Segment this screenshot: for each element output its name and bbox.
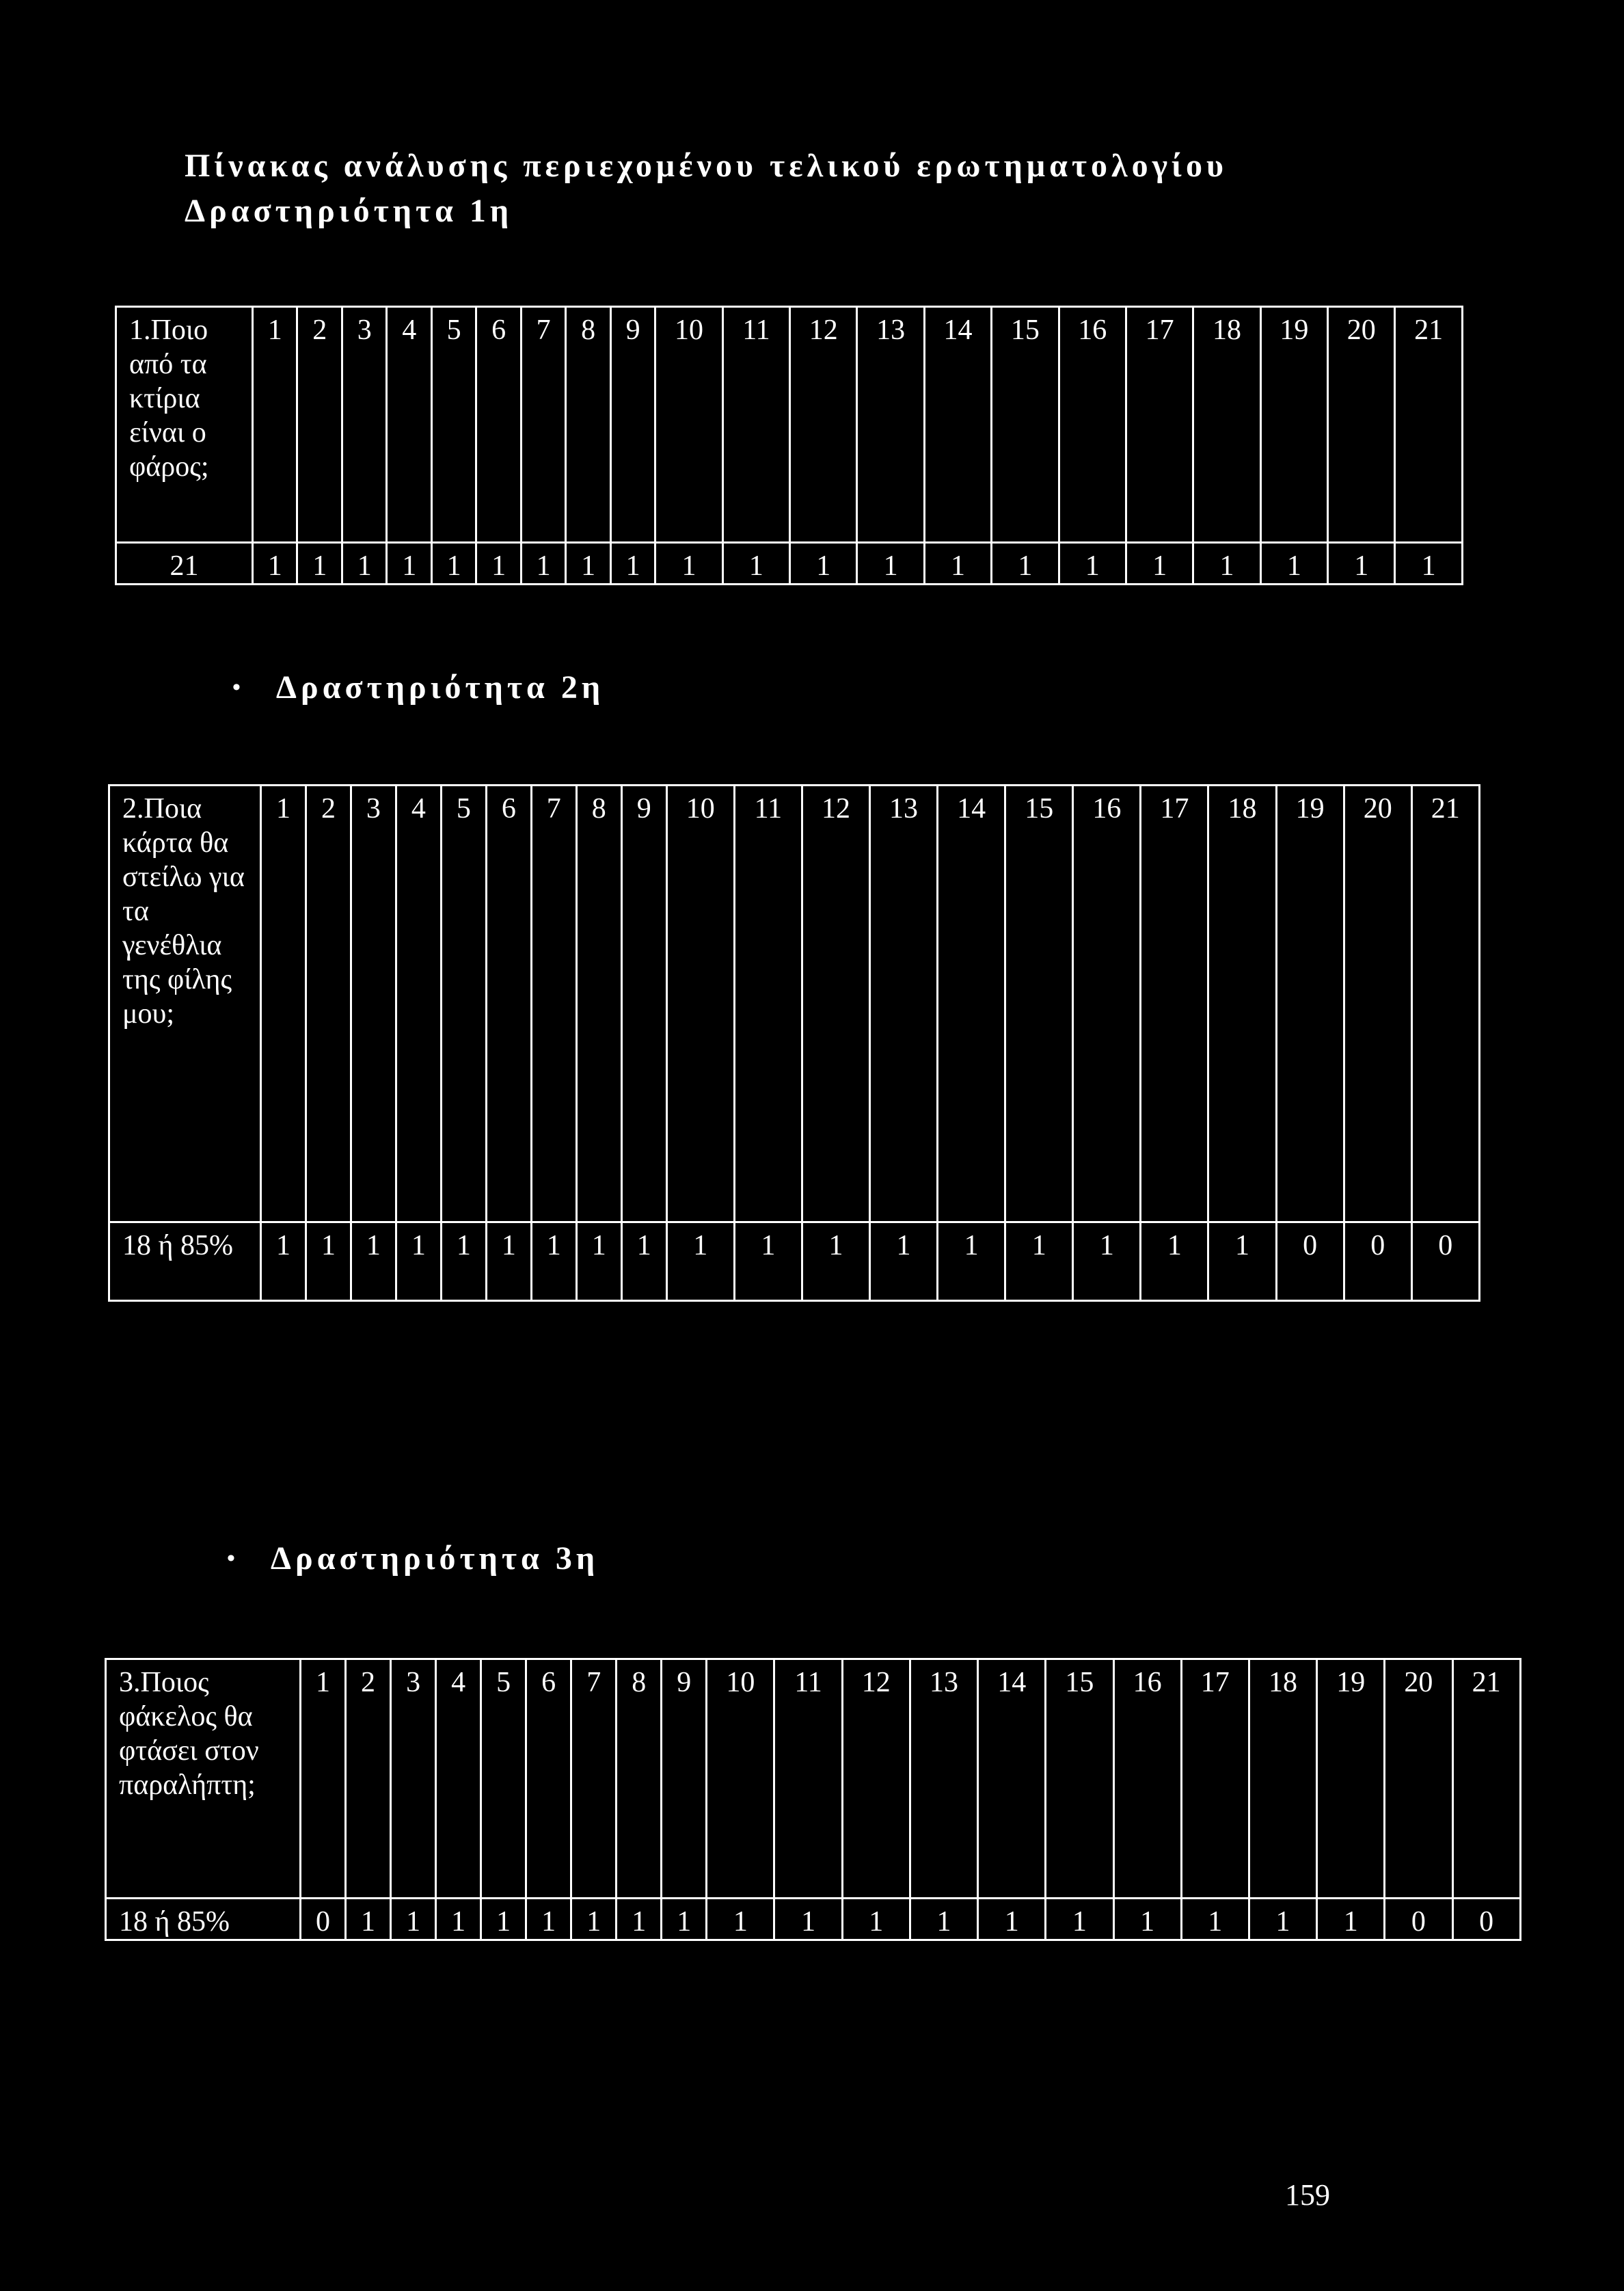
respondent-number-cell: 18: [1249, 1659, 1316, 1899]
score-cell: 1: [662, 1899, 707, 1940]
score-cell: 1: [802, 1222, 869, 1301]
respondent-number-cell: 3: [342, 307, 386, 543]
respondent-number-cell: 5: [441, 786, 486, 1222]
score-cell: 1: [870, 1222, 938, 1301]
respondent-number-cell: 5: [431, 307, 476, 543]
page-number: 159: [1285, 2178, 1330, 2212]
score-cell: 0: [1452, 1899, 1520, 1940]
respondent-number-cell: 17: [1181, 1659, 1249, 1899]
score-cell: 1: [261, 1222, 306, 1301]
respondent-number-cell: 12: [790, 307, 857, 543]
activity-3-table: [105, 1658, 1521, 1941]
respondent-number-cell: 3: [391, 1659, 436, 1899]
score-cell: 1: [621, 1222, 666, 1301]
score-cell: 1: [924, 543, 991, 585]
score-cell: 1: [387, 543, 431, 585]
bullet-icon: •: [232, 674, 245, 700]
respondent-number-cell: 2: [346, 1659, 391, 1899]
respondent-number-cell: 6: [526, 1659, 571, 1899]
respondent-number-cell: 1: [253, 307, 297, 543]
respondent-number-cell: 13: [857, 307, 924, 543]
respondent-number-cell: 19: [1276, 786, 1344, 1222]
score-cell: 1: [391, 1899, 436, 1940]
activity-3-label: Δραστηριότητα 3η: [270, 1540, 599, 1577]
score-cell: 1: [774, 1899, 842, 1940]
respondent-number-cell: 4: [387, 307, 431, 543]
respondent-number-cell: 2: [306, 786, 351, 1222]
respondent-number-cell: 10: [707, 1659, 774, 1899]
question-cell: 2.Ποια κάρτα θα στείλω για τα γενέθλια της φίλης μου;: [109, 786, 261, 1222]
title-line-2: Δραστηριότητα 1η: [185, 193, 513, 229]
table-values-row: [106, 1899, 1521, 1940]
score-cell: 1: [297, 543, 342, 585]
score-cell: 1: [1005, 1222, 1073, 1301]
question-cell: 3.Ποιος φάκελος θα φτάσει στον παραλήπτη;: [106, 1659, 301, 1899]
respondent-number-cell: 21: [1452, 1659, 1520, 1899]
score-cell: 1: [790, 543, 857, 585]
score-cell: 1: [531, 1222, 576, 1301]
respondent-number-cell: 1: [261, 786, 306, 1222]
table-header-row: [116, 307, 1463, 543]
activity-2-table: [108, 784, 1480, 1302]
respondent-number-cell: 18: [1193, 307, 1260, 543]
score-cell: 1: [1328, 543, 1395, 585]
respondent-number-cell: 16: [1073, 786, 1141, 1222]
respondent-number-cell: 4: [436, 1659, 481, 1899]
score-cell: 1: [342, 543, 386, 585]
score-cell: 1: [1113, 1899, 1181, 1940]
total-cell: 18 ή 85%: [106, 1899, 301, 1940]
respondent-number-cell: 10: [666, 786, 734, 1222]
respondent-number-cell: 20: [1344, 786, 1411, 1222]
respondent-number-cell: 3: [351, 786, 396, 1222]
activity-1-table: [115, 306, 1463, 585]
respondent-number-cell: 16: [1113, 1659, 1181, 1899]
respondent-number-cell: 17: [1141, 786, 1208, 1222]
score-cell: 1: [1193, 543, 1260, 585]
respondent-number-cell: 7: [571, 1659, 617, 1899]
respondent-number-cell: 13: [870, 786, 938, 1222]
score-cell: 1: [1059, 543, 1126, 585]
score-cell: 1: [1395, 543, 1462, 585]
score-cell: 0: [1385, 1899, 1452, 1940]
respondent-number-cell: 10: [655, 307, 722, 543]
table-header-row: [106, 1659, 1521, 1899]
respondent-number-cell: 11: [734, 786, 802, 1222]
respondent-number-cell: 11: [722, 307, 789, 543]
score-cell: 1: [306, 1222, 351, 1301]
score-cell: 1: [346, 1899, 391, 1940]
score-cell: 1: [992, 543, 1059, 585]
score-cell: 1: [610, 543, 655, 585]
score-cell: 1: [617, 1899, 662, 1940]
score-cell: 1: [431, 543, 476, 585]
respondent-number-cell: 15: [992, 307, 1059, 543]
total-cell: 18 ή 85%: [109, 1222, 261, 1301]
respondent-number-cell: 19: [1317, 1659, 1385, 1899]
score-cell: 1: [441, 1222, 486, 1301]
table-header-row: [109, 786, 1480, 1222]
respondent-number-cell: 14: [978, 1659, 1046, 1899]
activity-2-label: Δραστηριότητα 2η: [275, 669, 605, 706]
score-cell: 1: [1073, 1222, 1141, 1301]
activity-3-heading: [227, 1540, 599, 1577]
respondent-number-cell: 19: [1260, 307, 1327, 543]
score-cell: 1: [910, 1899, 977, 1940]
activity-2-heading: [232, 669, 604, 706]
respondent-number-cell: 8: [617, 1659, 662, 1899]
score-cell: 1: [1249, 1899, 1316, 1940]
score-cell: 0: [1276, 1222, 1344, 1301]
respondent-number-cell: 15: [1046, 1659, 1113, 1899]
score-cell: 1: [253, 543, 297, 585]
bullet-icon: •: [227, 1545, 239, 1571]
score-cell: 1: [722, 543, 789, 585]
title-line-1: Πίνακας ανάλυσης περιεχομένου τελικού ερωτηματολογίου: [185, 148, 1228, 184]
document-title: [185, 144, 1228, 234]
score-cell: 1: [526, 1899, 571, 1940]
score-cell: 1: [1317, 1899, 1385, 1940]
respondent-number-cell: 14: [938, 786, 1005, 1222]
respondent-number-cell: 12: [842, 1659, 910, 1899]
respondent-number-cell: 9: [621, 786, 666, 1222]
score-cell: 1: [734, 1222, 802, 1301]
respondent-number-cell: 7: [521, 307, 565, 543]
score-cell: 0: [1411, 1222, 1479, 1301]
table-values-row: [109, 1222, 1480, 1301]
respondent-number-cell: 6: [486, 786, 531, 1222]
score-cell: 1: [1126, 543, 1193, 585]
respondent-number-cell: 1: [301, 1659, 346, 1899]
table-values-row: [116, 543, 1463, 585]
score-cell: 1: [655, 543, 722, 585]
respondent-number-cell: 15: [1005, 786, 1073, 1222]
score-cell: 1: [571, 1899, 617, 1940]
score-cell: 1: [481, 1899, 526, 1940]
score-cell: 1: [1208, 1222, 1276, 1301]
score-cell: 0: [301, 1899, 346, 1940]
score-cell: 1: [521, 543, 565, 585]
respondent-number-cell: 20: [1385, 1659, 1452, 1899]
respondent-number-cell: 12: [802, 786, 869, 1222]
respondent-number-cell: 9: [610, 307, 655, 543]
respondent-number-cell: 5: [481, 1659, 526, 1899]
respondent-number-cell: 21: [1411, 786, 1479, 1222]
score-cell: 1: [396, 1222, 441, 1301]
score-cell: 1: [476, 543, 521, 585]
total-cell: 21: [116, 543, 253, 585]
score-cell: 1: [436, 1899, 481, 1940]
score-cell: 1: [842, 1899, 910, 1940]
respondent-number-cell: 9: [662, 1659, 707, 1899]
respondent-number-cell: 8: [576, 786, 621, 1222]
score-cell: 1: [857, 543, 924, 585]
respondent-number-cell: 8: [566, 307, 610, 543]
score-cell: 1: [1141, 1222, 1208, 1301]
question-cell: 1.Ποιο από τα κτίρια είναι ο φάρος;: [116, 307, 253, 543]
score-cell: 1: [576, 1222, 621, 1301]
score-cell: 1: [351, 1222, 396, 1301]
respondent-number-cell: 21: [1395, 307, 1462, 543]
respondent-number-cell: 18: [1208, 786, 1276, 1222]
score-cell: 1: [938, 1222, 1005, 1301]
respondent-number-cell: 4: [396, 786, 441, 1222]
score-cell: 0: [1344, 1222, 1411, 1301]
respondent-number-cell: 11: [774, 1659, 842, 1899]
score-cell: 1: [1260, 543, 1327, 585]
respondent-number-cell: 2: [297, 307, 342, 543]
score-cell: 1: [566, 543, 610, 585]
respondent-number-cell: 7: [531, 786, 576, 1222]
score-cell: 1: [486, 1222, 531, 1301]
score-cell: 1: [978, 1899, 1046, 1940]
respondent-number-cell: 14: [924, 307, 991, 543]
respondent-number-cell: 20: [1328, 307, 1395, 543]
respondent-number-cell: 17: [1126, 307, 1193, 543]
score-cell: 1: [1046, 1899, 1113, 1940]
respondent-number-cell: 16: [1059, 307, 1126, 543]
score-cell: 1: [707, 1899, 774, 1940]
score-cell: 1: [1181, 1899, 1249, 1940]
respondent-number-cell: 6: [476, 307, 521, 543]
score-cell: 1: [666, 1222, 734, 1301]
respondent-number-cell: 13: [910, 1659, 977, 1899]
